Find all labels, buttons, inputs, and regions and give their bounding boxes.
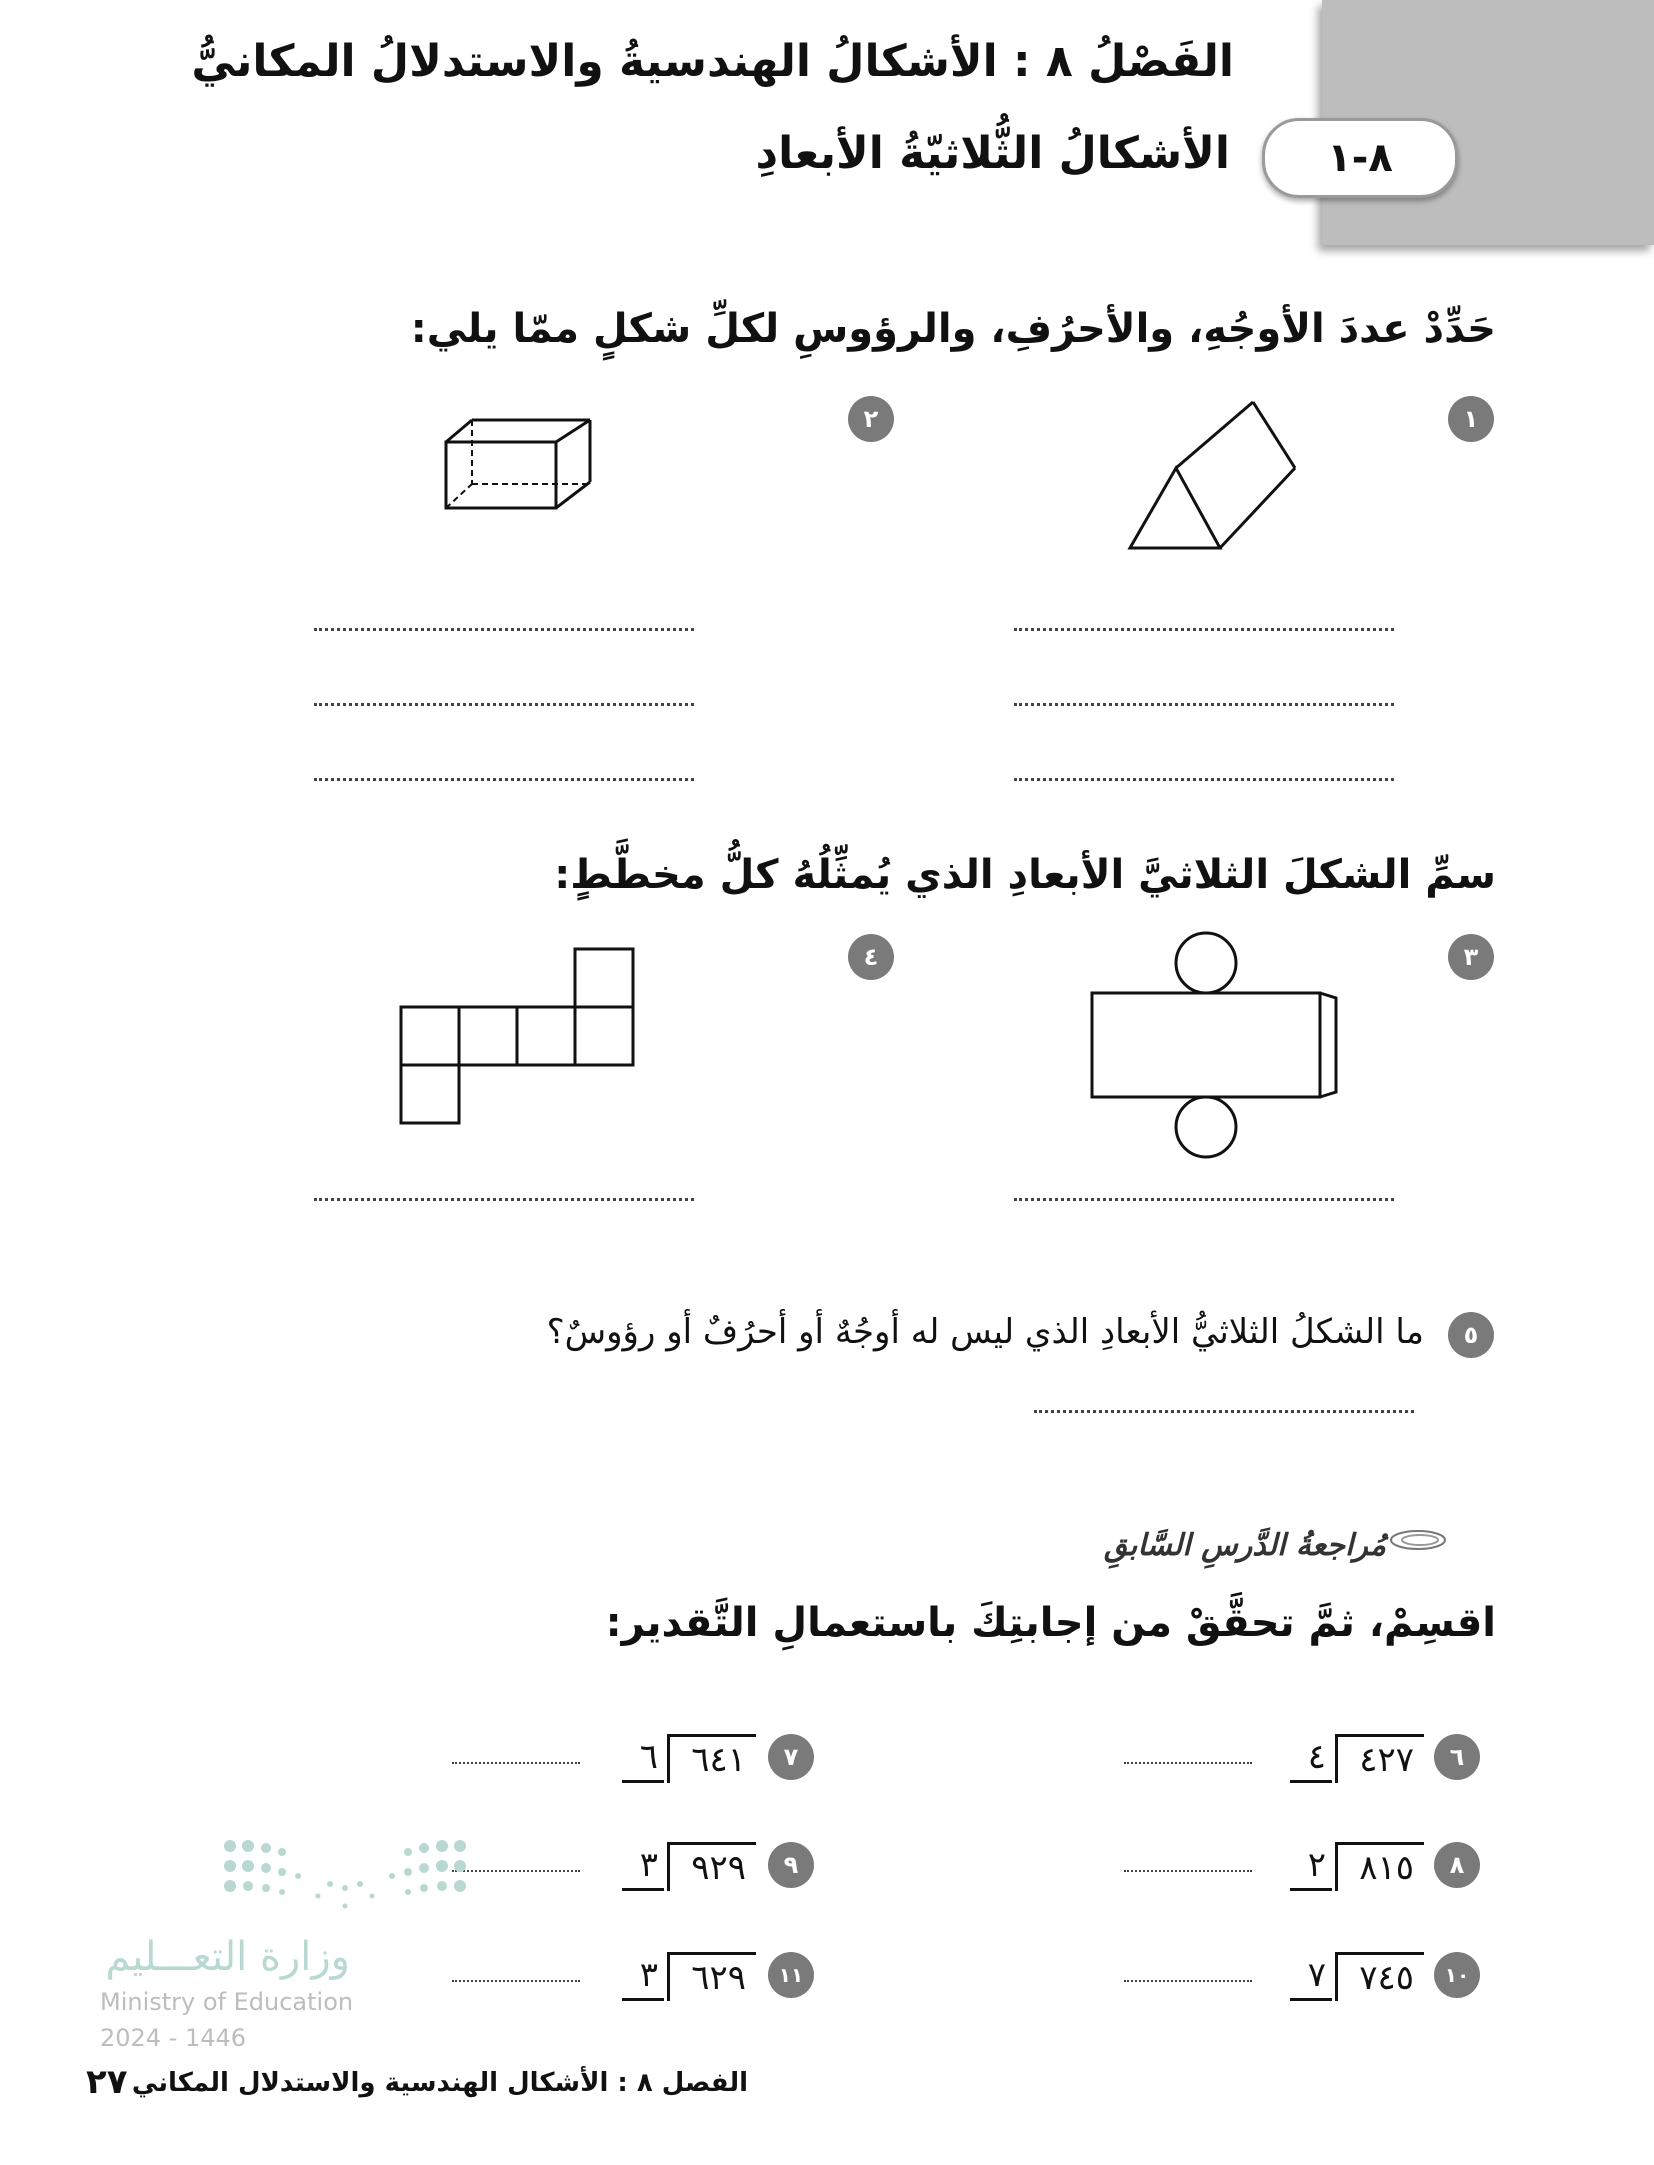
rectangular-prism-figure <box>440 414 600 514</box>
dividend: ٤٢٧ <box>1335 1734 1424 1783</box>
item-number-badge: ١ <box>1448 396 1494 442</box>
cube-net-figure <box>398 946 638 1128</box>
divisor: ٦ <box>622 1734 664 1783</box>
review-heading: مُراجعةُ الدَّرسِ السَّابقِ <box>1103 1528 1386 1563</box>
division-problem <box>622 1734 756 1784</box>
problem-number-badge: ٧ <box>768 1734 814 1780</box>
answer-line[interactable] <box>1014 628 1394 631</box>
answer-line[interactable] <box>314 703 694 706</box>
cylinder-net-figure <box>1086 930 1346 1160</box>
problem-number-badge: ٦ <box>1434 1734 1480 1780</box>
division-problem <box>1290 1734 1424 1784</box>
answer-line[interactable] <box>452 1870 580 1872</box>
question-5-text: ما الشكلُ الثلاثيُّ الأبعادِ الذي ليس له أوجُهٌ أو أحرُفٌ أو رؤوسٌ؟ <box>546 1312 1424 1352</box>
item-number-badge: ٤ <box>848 934 894 980</box>
answer-line[interactable] <box>314 1198 694 1201</box>
division-problem <box>622 1842 756 1892</box>
answer-line[interactable] <box>314 628 694 631</box>
dividend: ٨١٥ <box>1335 1842 1424 1891</box>
section2-instruction: سمِّ الشكلَ الثلاثيَّ الأبعادِ الذي يُمثِّلُهُ كلُّ مخطَّطٍ: <box>554 852 1496 898</box>
dividend: ٩٢٩ <box>667 1842 756 1891</box>
division-problem <box>622 1952 756 2002</box>
ministry-english-text: Ministry of Education <box>100 1988 354 2016</box>
item-number-badge: ٥ <box>1448 1312 1494 1358</box>
division-problem <box>1290 1952 1424 2002</box>
dividend: ٦٢٩ <box>667 1952 756 2001</box>
divisor: ٤ <box>1290 1734 1332 1783</box>
ministry-year-text: 2024 - 1446 <box>100 2024 247 2052</box>
triangular-prism-figure <box>1120 396 1310 556</box>
answer-line[interactable] <box>1034 1410 1414 1413</box>
section1-instruction: حَدِّدْ عددَ الأوجُهِ، والأحرُفِ، والرؤوسِ لكلِّ شكلٍ ممّا يلي: <box>410 306 1496 352</box>
chapter-title: الفَصْلُ ٨ : الأشكالُ الهندسيةُ والاستدلالُ المكانيُّ <box>191 36 1234 87</box>
review-swirl-icon <box>1388 1528 1448 1556</box>
item-number-badge: ٣ <box>1448 934 1494 980</box>
answer-line[interactable] <box>1124 1870 1252 1872</box>
dividend: ٧٤٥ <box>1335 1952 1424 2001</box>
answer-line[interactable] <box>452 1762 580 1764</box>
page-number: ٢٧ <box>86 2062 128 2102</box>
ministry-arabic-text: وزارة التعـــليم <box>105 1934 350 1980</box>
divisor: ٣ <box>622 1952 664 2001</box>
division-problem <box>1290 1842 1424 1892</box>
divisor: ٧ <box>1290 1952 1332 2001</box>
answer-line[interactable] <box>314 778 694 781</box>
problem-number-badge: ٩ <box>768 1842 814 1888</box>
lesson-number: ٨-١ <box>1327 135 1393 181</box>
answer-line[interactable] <box>1124 1980 1252 1982</box>
problem-number-badge: ١١ <box>768 1952 814 1998</box>
problem-number-badge: ١٠ <box>1434 1952 1480 1998</box>
answer-line[interactable] <box>1014 1198 1394 1201</box>
ministry-logo-icon <box>220 1836 470 1920</box>
item-number-badge: ٢ <box>848 396 894 442</box>
answer-line[interactable] <box>1014 778 1394 781</box>
problem-number-badge: ٨ <box>1434 1842 1480 1888</box>
answer-line[interactable] <box>1014 703 1394 706</box>
divisor: ٢ <box>1290 1842 1332 1891</box>
dividend: ٦٤١ <box>667 1734 756 1783</box>
answer-line[interactable] <box>452 1980 580 1982</box>
lesson-title: الأشكالُ الثُّلاثيّةُ الأبعادِ <box>755 128 1230 179</box>
footer-chapter-text: الفصل ٨ : الأشكال الهندسية والاستدلال المكاني <box>131 2068 748 2098</box>
lesson-number-badge <box>1262 118 1458 198</box>
divisor: ٣ <box>622 1842 664 1891</box>
review-instruction: اقسِمْ، ثمَّ تحقَّقْ من إجابتِكَ باستعمالِ التَّقدير: <box>605 1600 1496 1646</box>
answer-line[interactable] <box>1124 1762 1252 1764</box>
